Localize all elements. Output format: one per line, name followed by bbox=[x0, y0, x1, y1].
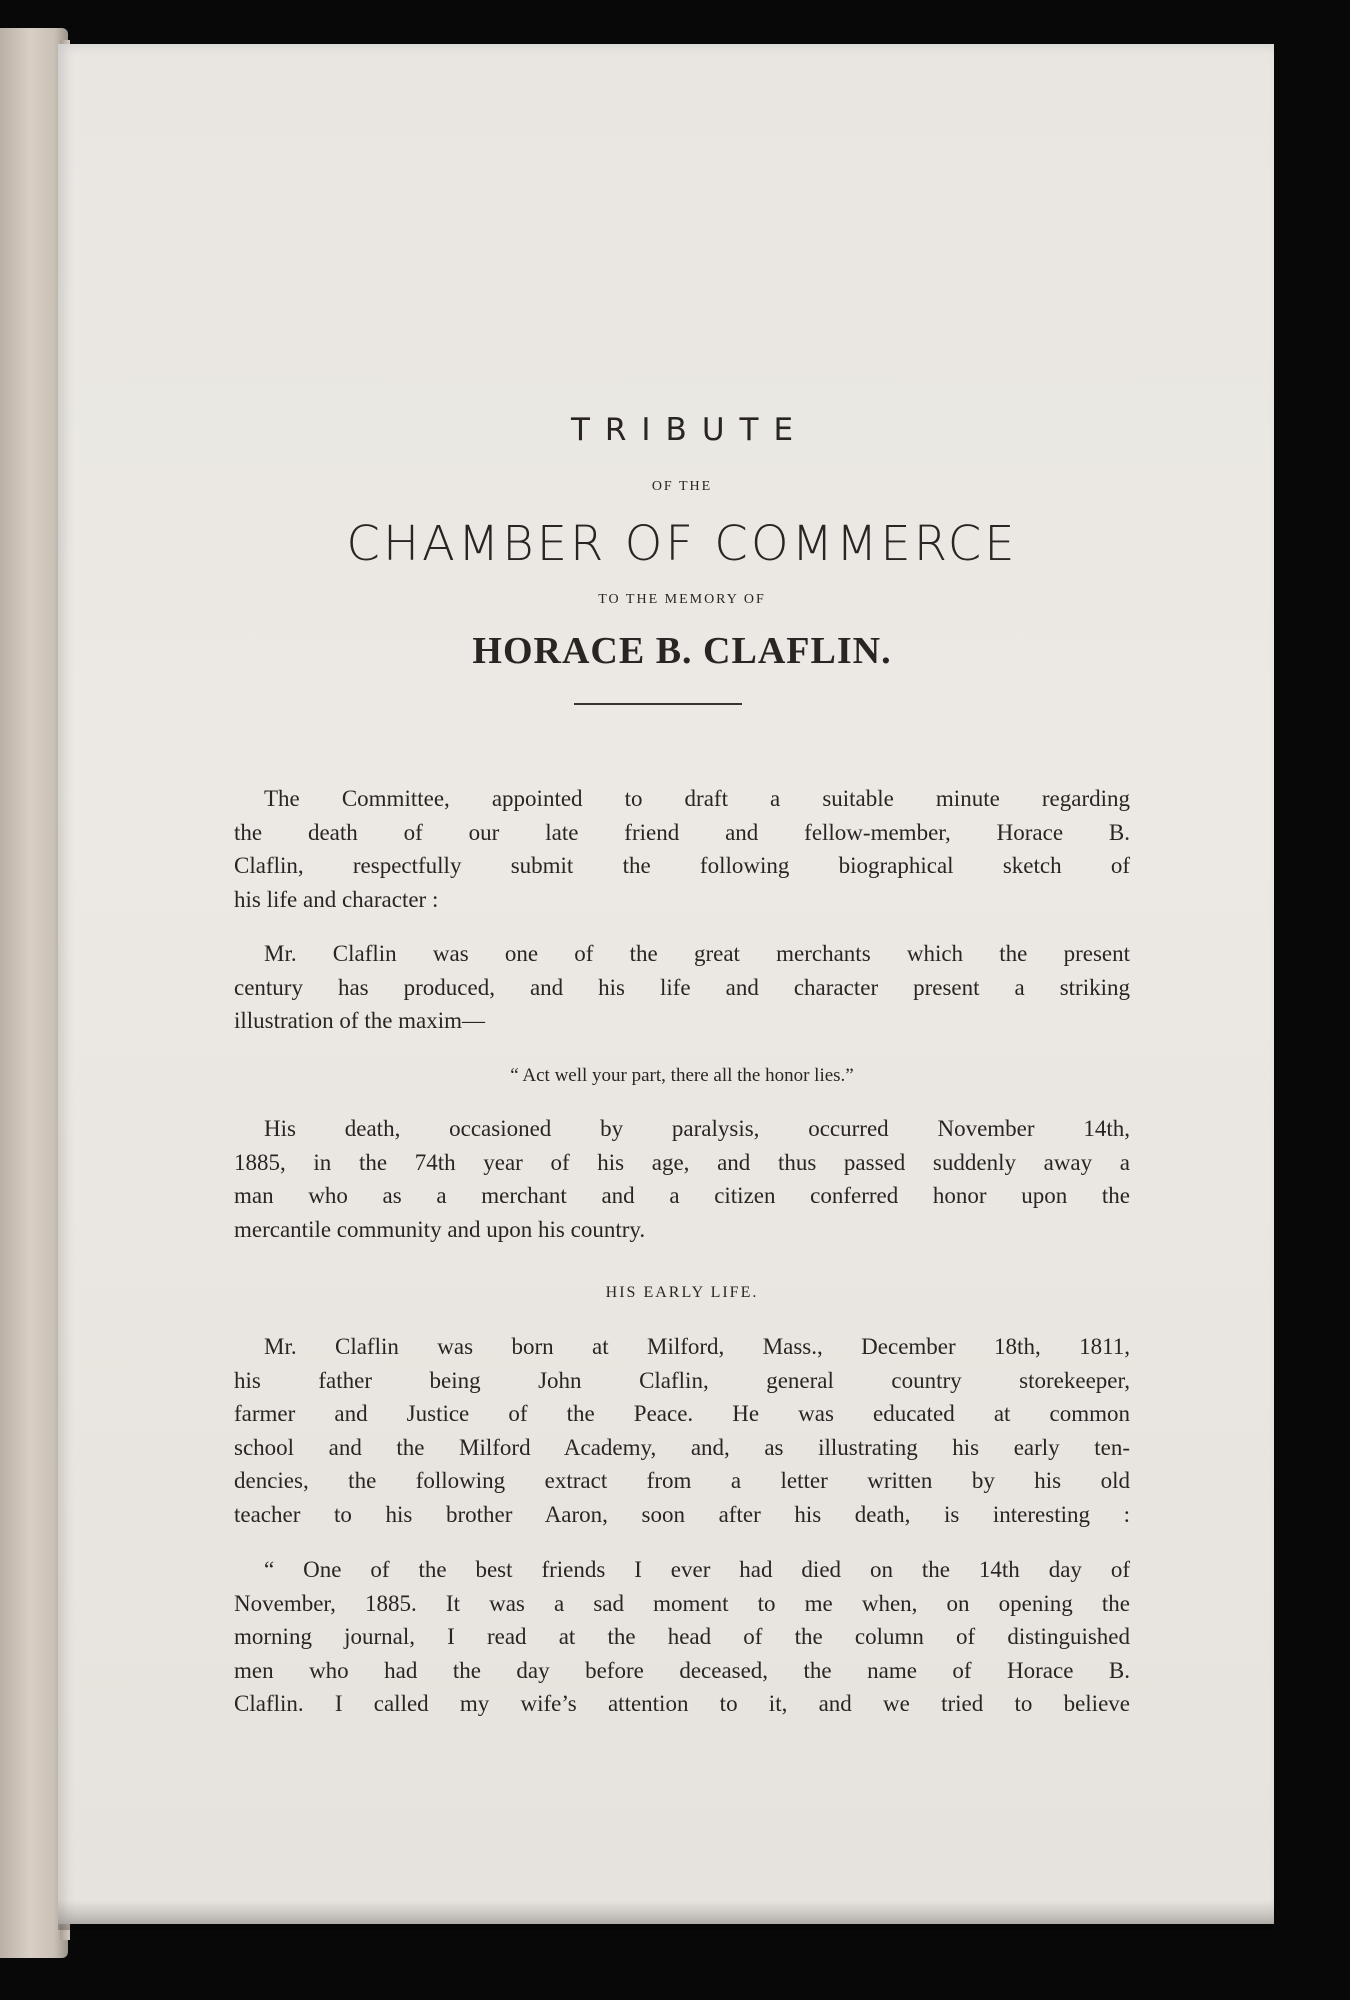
text-line: illustration of the maxim— bbox=[234, 1008, 486, 1033]
text-line: Mr. Claflin was born at Milford, Mass., December 18th, 1811, bbox=[264, 1334, 1130, 1359]
text-line: morning journal, I read at the head of the column of distinguished bbox=[234, 1624, 1130, 1649]
text-line: Mr. Claflin was one of the great merchants which the present bbox=[264, 941, 1130, 966]
text-line: 1885, in the 74th year of his age, and thus passed suddenly away a bbox=[234, 1149, 1130, 1175]
title-of-the: OF THE bbox=[651, 479, 713, 494]
title-rule bbox=[574, 703, 742, 705]
paragraph-letter-quote bbox=[234, 1553, 1130, 1721]
title-to-the-memory-of: TO THE MEMORY OF bbox=[598, 592, 766, 607]
text-line: Claflin, respectfully submit the following biographical sketch of bbox=[234, 853, 1130, 878]
page-bottom-shadow bbox=[58, 1900, 1274, 1930]
text-line: his father being John Claflin, general country storekeeper, bbox=[234, 1367, 1130, 1393]
paragraph-early-life bbox=[234, 1330, 1130, 1531]
text-line: Claflin. I called my wife’s attention to it, and we tried to believe bbox=[234, 1691, 1130, 1716]
text-line: The Committee, appointed to draft a suitable minute regarding bbox=[264, 786, 1130, 811]
paragraph-death bbox=[234, 1112, 1130, 1246]
text-line: farmer and Justice of the Peace. He was educated at common bbox=[234, 1401, 1130, 1426]
title-name: HORACE B. CLAFLIN. bbox=[472, 630, 892, 672]
text-line: mercantile community and upon his country. bbox=[234, 1216, 646, 1242]
title-tribute: TRIBUTE bbox=[570, 412, 809, 448]
paragraph-great-merchant bbox=[234, 937, 1130, 1038]
section-heading: HIS EARLY LIFE. bbox=[605, 1284, 759, 1301]
text-line: century has produced, and his life and character present a striking bbox=[234, 974, 1130, 1000]
text-line: men who had the day before deceased, the name of Horace B. bbox=[234, 1657, 1130, 1683]
book-page bbox=[58, 44, 1274, 1924]
text-line: his life and character : bbox=[234, 886, 439, 912]
title-chamber-of-commerce: CHAMBER OF COMMERCE bbox=[346, 516, 1018, 572]
text-line: teacher to his brother Aaron, soon after his death, is interesting : bbox=[234, 1501, 1130, 1527]
maxim-quote: “ Act well your part, there all the honor lies.” bbox=[510, 1065, 854, 1086]
paragraph-committee bbox=[234, 782, 1130, 916]
text-line: school and the Milford Academy, and, as illustrating his early ten- bbox=[234, 1434, 1130, 1460]
text-line: the death of our late friend and fellow-member, Horace B. bbox=[234, 819, 1130, 845]
text-line: man who as a merchant and a citizen conferred honor upon the bbox=[234, 1183, 1130, 1208]
text-line: dencies, the following extract from a letter written by his old bbox=[234, 1468, 1130, 1493]
text-line: November, 1885. It was a sad moment to me when, on opening the bbox=[234, 1590, 1130, 1616]
text-line: His death, occasioned by paralysis, occurred November 14th, bbox=[264, 1116, 1130, 1141]
text-line: “ One of the best friends I ever had died on the 14th day of bbox=[264, 1557, 1130, 1582]
